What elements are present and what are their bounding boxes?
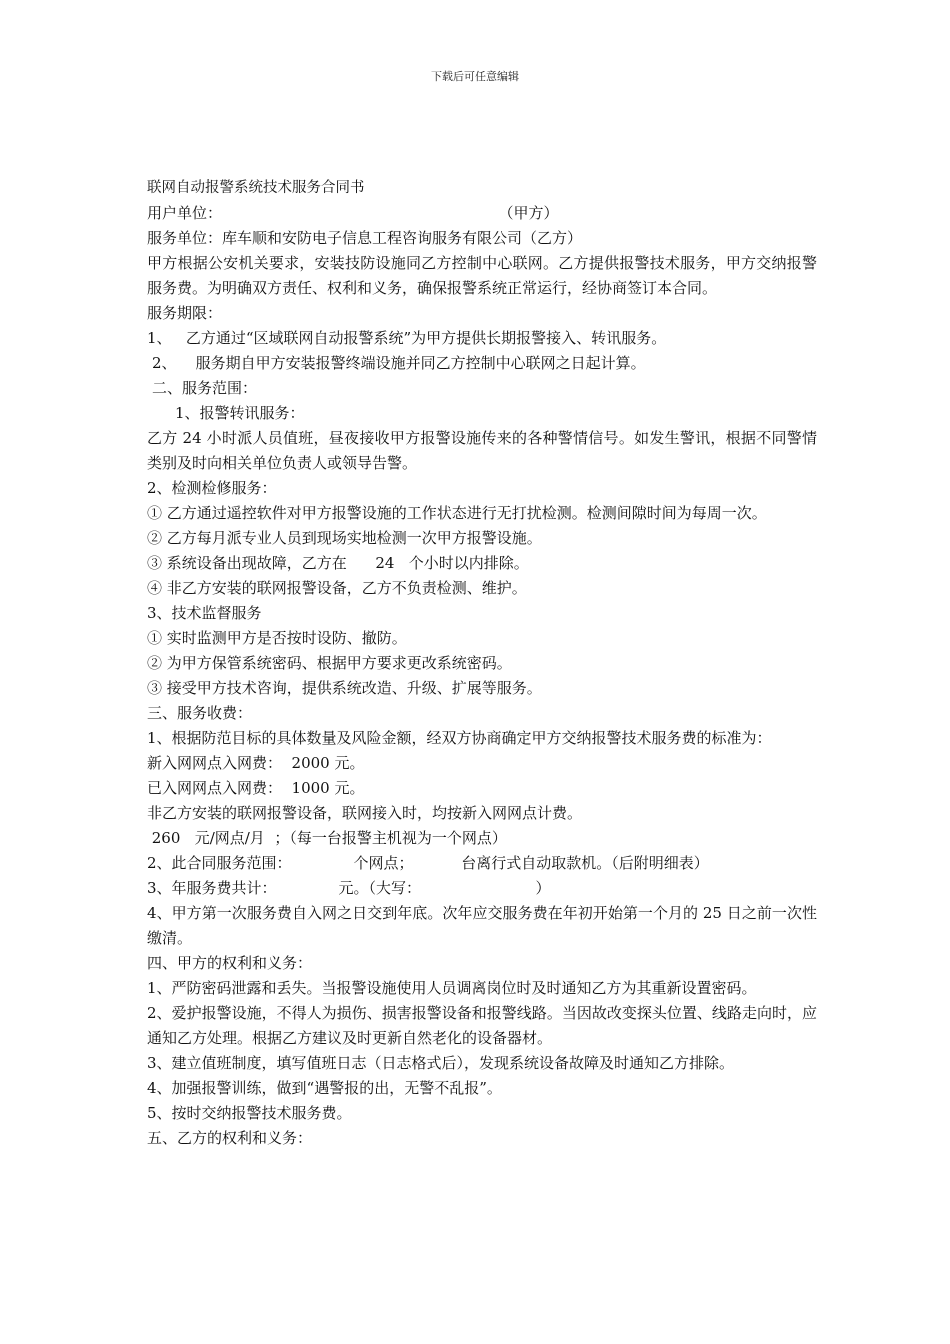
user-unit-line: 用户单位： （甲方）	[147, 204, 559, 222]
section-2-item-2: 2、检测检修服务：	[147, 479, 277, 497]
fee-item-3: 3、年服务费共计： 元。（大写： ）	[147, 879, 551, 897]
tech-item-1: ① 实时监测甲方是否按时设防、撤防。	[147, 629, 407, 647]
term-item-1: 1、 乙方通过“区域联网自动报警系统”为甲方提供长期报警接入、转讯服务。	[147, 329, 667, 347]
check-item-3: ③ 系统设备出现故障，乙方在 24 个小时以内排除。	[147, 554, 529, 572]
fee-item-1: 1、根据防范目标的具体数量及风险金额，经双方协商确定甲方交纳报警技术服务费的标准为：	[147, 729, 772, 747]
section-2-item-1-text: 乙方 24 小时派人员值班，昼夜接收甲方报警设施传来的各种警情信号。如发生警讯，根据不同警情类别及时向相关单位负责人或领导告警。	[147, 429, 817, 472]
section-5-heading: 五、乙方的权利和义务：	[147, 1129, 313, 1147]
page-header: 下载后可任意编辑	[431, 70, 519, 83]
party-a-item-1: 1、严防密码泄露和丢失。当报警设施使用人员调离岗位时及时通知乙方为其重新设置密码。	[147, 979, 757, 997]
fee-new-node: 新入网网点入网费： 2000 元。	[147, 754, 365, 772]
tech-item-2: ② 为甲方保管系统密码、根据甲方要求更改系统密码。	[147, 654, 512, 672]
section-2-item-1: 1、报警转讯服务：	[175, 404, 305, 422]
party-a-item-2: 2、爱护报警设施，不得人为损伤、损害报警设备和报警线路。当因故改变探头位置、线路走向时，应通知乙方处理。根据乙方建议及时更新自然老化的设备器材。	[147, 1004, 817, 1047]
party-a-item-4: 4、加强报警训练，做到“遇警报的出，无警不乱报”。	[147, 1079, 502, 1097]
service-unit-line: 服务单位：库车顺和安防电子信息工程咨询服务有限公司（乙方）	[147, 229, 583, 247]
fee-monthly: 260 元/网点/月 ；（每一台报警主机视为一个网点）	[147, 829, 507, 847]
term-heading: 服务期限：	[147, 304, 223, 322]
fee-old-node: 已入网网点入网费： 1000 元。	[147, 779, 365, 797]
party-a-item-3: 3、建立值班制度，填写值班日志（日志格式后），发现系统设备故障及时通知乙方排除。	[147, 1054, 735, 1072]
term-item-2: 2、 服务期自甲方安装报警终端设施并同乙方控制中心联网之日起计算。	[152, 354, 646, 372]
section-3-heading: 三、服务收费：	[147, 704, 253, 722]
fee-non-install: 非乙方安装的联网报警设备，联网接入时，均按新入网网点计费。	[147, 804, 583, 822]
section-2-item-3: 3、技术监督服务	[147, 604, 262, 622]
fee-item-4: 4、甲方第一次服务费自入网之日交到年底。次年应交服务费在年初开始第一个月的 25 日之前一次性缴清。	[147, 904, 817, 947]
tech-item-3: ③ 接受甲方技术咨询，提供系统改造、升级、扩展等服务。	[147, 679, 542, 697]
fee-item-2: 2、此合同服务范围： 个网点； 台离行式自动取款机。（后附明细表）	[147, 854, 709, 872]
check-item-4: ④ 非乙方安装的联网报警设备，乙方不负责检测、维护。	[147, 579, 527, 597]
check-item-2: ② 乙方每月派专业人员到现场实地检测一次甲方报警设施。	[147, 529, 542, 547]
contract-body	[147, 176, 817, 1151]
doc-title: 联网自动报警系统技术服务合同书	[147, 180, 365, 196]
intro-paragraph: 甲方根据公安机关要求，安装技防设施同乙方控制中心联网。乙方提供报警技术服务，甲方交纳报警服务费。为明确双方责任、权利和义务，确保报警系统正常运行，经协商签订本合同。	[147, 254, 817, 297]
section-2-heading: 二、服务范围：	[152, 379, 258, 397]
section-4-heading: 四、甲方的权利和义务：	[147, 954, 313, 972]
party-a-item-5: 5、按时交纳报警技术服务费。	[147, 1104, 352, 1122]
check-item-1: ① 乙方通过遥控软件对甲方报警设施的工作状态进行无打扰检测。检测间隙时间为每周一次。	[147, 504, 767, 522]
